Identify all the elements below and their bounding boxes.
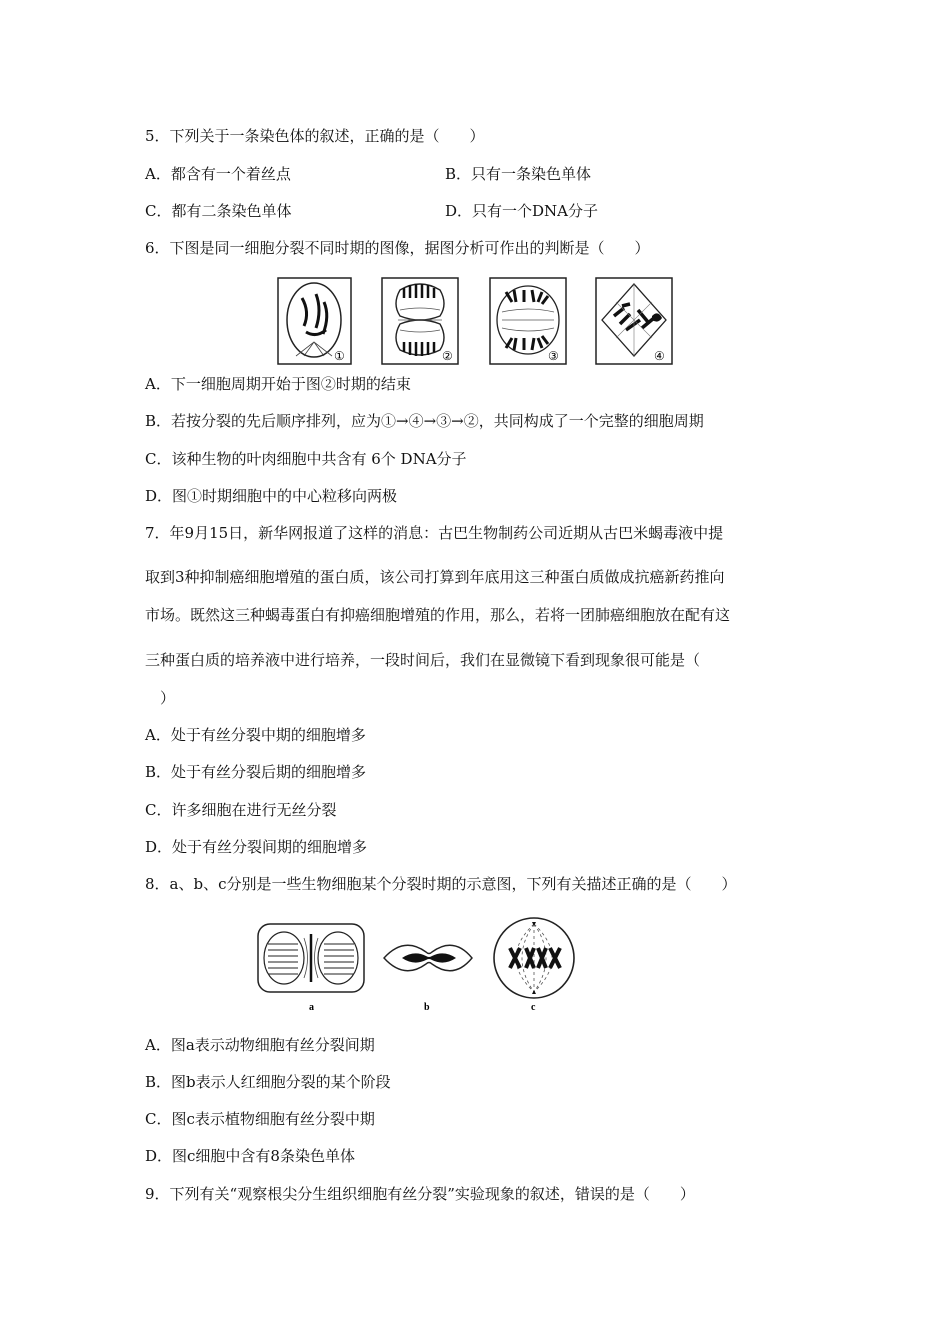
q6-panel-1 xyxy=(278,278,351,364)
q7-option-c: C．许多细胞在进行无丝分裂 xyxy=(145,801,337,819)
q8-option-d: D．图c细胞中含有8条染色单体 xyxy=(145,1147,355,1165)
q8-stem: 8．a、b、c分别是一些生物细胞某个分裂时期的示意图，下列有关描述正确的是（ ） xyxy=(145,875,737,893)
q6-option-d: D．图①时期细胞中的中心粒移向两极 xyxy=(145,487,398,505)
q7-line-5: ） xyxy=(160,689,176,707)
q6-panel-3 xyxy=(490,278,566,364)
q5-option-d: D．只有一个DNA分子 xyxy=(445,202,599,220)
q7-line-4: 三种蛋白质的培养液中进行培养，一段时间后，我们在显微镜下看到现象很可能是（ xyxy=(145,651,701,669)
q5-stem: 5．下列关于一条染色体的叙述，正确的是（ ） xyxy=(145,127,485,145)
q8-figure-c-label: c xyxy=(531,1002,536,1013)
q8-option-b: B．图b表示人红细胞分裂的某个阶段 xyxy=(145,1073,391,1091)
q7-line-3: 市场。既然这三种蝎毒蛋白有抑癌细胞增殖的作用，那么，若将一团肺癌细胞放在配有这 xyxy=(145,606,731,624)
q6-panel-4 xyxy=(596,278,672,364)
q8-figure-c xyxy=(494,918,574,1013)
q6-panel-1-label: ① xyxy=(334,349,345,363)
q9-stem: 9．下列有关“观察根尖分生组织细胞有丝分裂”实验现象的叙述，错误的是（ ） xyxy=(145,1185,695,1203)
q8-cell-figure xyxy=(254,914,584,1014)
q6-panel-3-label: ③ xyxy=(548,349,559,363)
q7-option-a: A．处于有丝分裂中期的细胞增多 xyxy=(145,726,366,744)
q6-option-b: B．若按分裂的先后顺序排列，应为①→④→③→②，共同构成了一个完整的细胞周期 xyxy=(145,412,704,430)
q8-option-c: C．图c表示植物细胞有丝分裂中期 xyxy=(145,1110,375,1128)
q6-stem: 6．下图是同一细胞分裂不同时期的图像，据图分析可作出的判断是（ ） xyxy=(145,239,650,257)
q5-option-a: A．都含有一个着丝点 xyxy=(145,165,291,183)
q7-line-1: 7．年9月15日，新华网报道了这样的消息：古巴生物制药公司近期从古巴米蝎毒液中提 xyxy=(145,524,724,542)
q6-panel-2-label: ② xyxy=(442,349,453,363)
q7-line-2: 取到3种抑制癌细胞增殖的蛋白质，该公司打算到年底用这三种蛋白质做成抗癌新药推向 xyxy=(145,568,725,586)
q8-figure-b xyxy=(384,945,472,1013)
q8-option-a: A．图a表示动物细胞有丝分裂间期 xyxy=(145,1036,375,1054)
q6-cell-division-figure xyxy=(276,276,676,368)
q8-figure-a xyxy=(258,924,364,1013)
q6-option-c: C．该种生物的叶肉细胞中共含有 6个 DNA分子 xyxy=(145,450,467,468)
q5-option-c: C．都有二条染色单体 xyxy=(145,202,292,220)
q8-figure-b-label: b xyxy=(424,1002,430,1013)
q7-option-d: D．处于有丝分裂间期的细胞增多 xyxy=(145,838,368,856)
q6-panel-2 xyxy=(382,278,458,364)
q7-option-b: B．处于有丝分裂后期的细胞增多 xyxy=(145,763,367,781)
q6-panel-4-label: ④ xyxy=(654,349,665,363)
q6-option-a: A．下一细胞周期开始于图②时期的结束 xyxy=(145,375,411,393)
q5-option-b: B．只有一条染色单体 xyxy=(445,165,592,183)
q8-figure-a-label: a xyxy=(309,1002,314,1013)
